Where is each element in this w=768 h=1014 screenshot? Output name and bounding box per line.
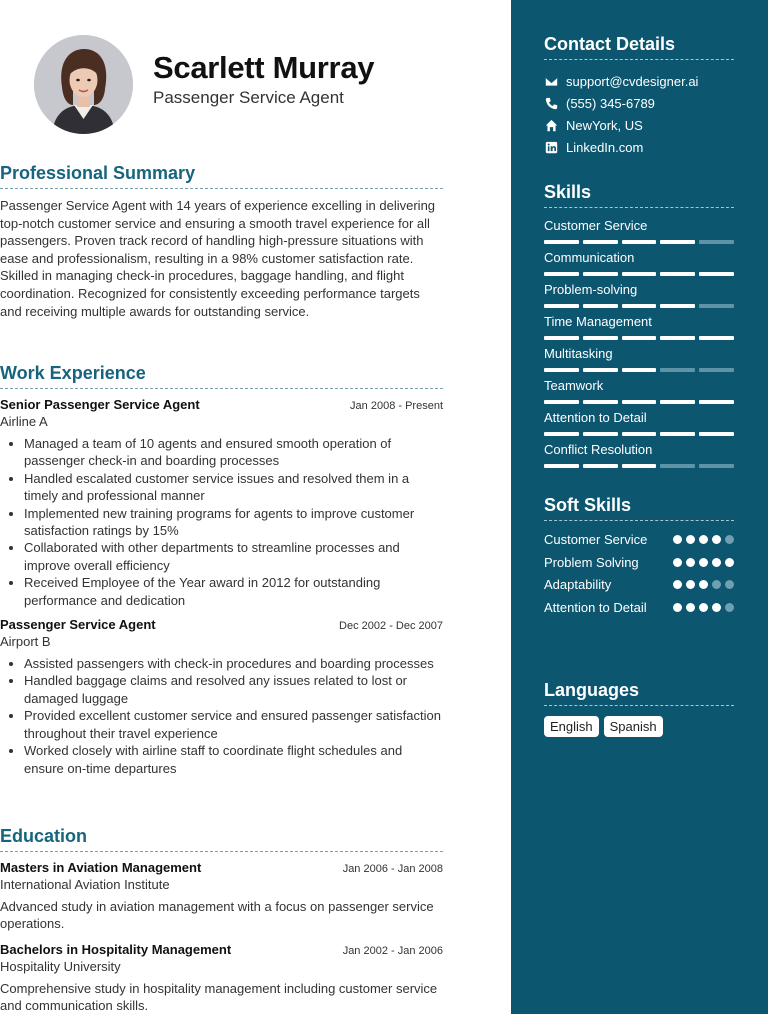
skill-level-segment	[583, 432, 618, 436]
job-title: Passenger Service Agent	[0, 617, 156, 633]
candidate-name: Scarlett Murray	[153, 50, 375, 85]
skill-level-segment	[583, 400, 618, 404]
list-item: • Handled escalated customer service issues and resolved them in a timely and professional manner	[24, 470, 443, 505]
skill-level-segment	[544, 464, 579, 468]
rating-dot	[699, 535, 708, 544]
skill-name: Communication	[544, 250, 635, 265]
skill-level-segment	[544, 240, 579, 244]
skill-level-bar	[544, 464, 734, 468]
degree-title: Bachelors in Hospitality Management	[0, 941, 232, 957]
soft-skill-name: Customer Service	[544, 532, 648, 547]
skill-level-segment	[660, 368, 695, 372]
rating-dot	[673, 535, 682, 544]
rating-dot	[699, 558, 708, 567]
rating-dot	[712, 603, 721, 612]
skill-level-segment	[699, 464, 734, 468]
list-item: • Assisted passengers with check-in procedures and boarding processes	[24, 655, 443, 672]
skill-level-segment	[583, 336, 618, 340]
skill-level-segment	[660, 400, 695, 404]
skill-item	[544, 378, 734, 410]
soft-skill-rating	[673, 580, 734, 589]
skill-level-segment	[660, 240, 695, 244]
skill-level-segment	[622, 240, 657, 244]
skill-level-segment	[622, 400, 657, 404]
skill-level-segment	[622, 336, 657, 340]
languages-title: Languages	[544, 680, 734, 706]
contact-section	[544, 34, 734, 158]
education-entry	[0, 942, 443, 1014]
rating-dot	[673, 558, 682, 567]
summary-text: Passenger Service Agent with 14 years of experience excelling in delivering top-notch customer service and ensuring a smooth travel experience for all passengers. Proven track record of handling high-pressure situations with ease and professionalism, resulting in a 98% customer satisfaction rate. Skilled in managing check-in procedures, baggage handling, and flight coordination. Recognized for consistently exceeding performance targets and receiving multiple awards for outstanding service.	[0, 198, 436, 319]
job-date: Jan 2008 - Present	[350, 400, 443, 412]
skill-level-segment	[622, 464, 657, 468]
rating-dot	[673, 603, 682, 612]
skill-level-segment	[583, 240, 618, 244]
languages-section	[544, 680, 734, 737]
job-company: Airline A	[0, 414, 48, 429]
job-company: Airport B	[0, 634, 51, 650]
education-description: Advanced study in aviation management with a focus on passenger service operations.	[0, 899, 434, 932]
soft-skill-item	[544, 531, 734, 549]
list-item: • Received Employee of the Year award in 2012 for outstanding performance and dedication	[24, 574, 443, 609]
skill-level-segment	[699, 336, 734, 340]
education-entry	[0, 860, 443, 933]
job-entry	[0, 397, 443, 609]
soft-skill-item	[544, 576, 734, 594]
contact-email-text: support@cvdesigner.ai	[566, 73, 699, 89]
phone-icon	[544, 96, 558, 110]
skill-item	[544, 218, 734, 250]
skill-level-segment	[583, 304, 618, 308]
skills-section	[544, 182, 734, 474]
rating-dot	[712, 535, 721, 544]
soft-skills-section	[544, 495, 734, 621]
skill-item	[544, 410, 734, 442]
rating-dot	[725, 603, 734, 612]
skill-level-bar	[544, 240, 734, 244]
skill-level-bar	[544, 432, 734, 436]
skill-name: Teamwork	[544, 378, 604, 393]
list-item: • Handled baggage claims and resolved any issues related to lost or damaged luggage	[24, 672, 443, 707]
degree-title: Masters in Aviation Management	[0, 860, 202, 875]
rating-dot	[699, 580, 708, 589]
linkedin-icon	[544, 140, 558, 154]
skill-level-segment	[544, 336, 579, 340]
skill-name: Customer Service	[544, 218, 648, 233]
education-date: Jan 2002 - Jan 2006	[342, 944, 443, 957]
summary-title: Professional Summary	[0, 163, 443, 189]
skill-item	[544, 442, 734, 474]
envelope-icon	[544, 74, 558, 88]
skill-level-segment	[544, 432, 579, 436]
skill-item	[544, 346, 734, 378]
skill-level-segment	[699, 400, 734, 404]
rating-dot	[725, 558, 734, 567]
contact-linkedin[interactable]	[544, 136, 734, 158]
list-item: • Implemented new training programs for agents to improve customer satisfaction ratings by 15%	[24, 505, 443, 540]
language-tag: Spanish	[604, 716, 663, 737]
skills-title: Skills	[544, 182, 734, 208]
contact-location-text: NewYork, US	[566, 117, 643, 133]
skill-level-segment	[660, 272, 695, 276]
contact-linkedin-text: LinkedIn.com	[566, 139, 644, 155]
soft-skill-name: Attention to Detail	[544, 599, 647, 615]
soft-skill-rating	[673, 535, 734, 544]
resume-header	[34, 0, 477, 150]
rating-dot	[686, 580, 695, 589]
skill-level-segment	[622, 272, 657, 276]
job-bullets	[0, 435, 443, 609]
language-tag: English	[544, 716, 599, 737]
contact-title: Contact Details	[544, 34, 734, 60]
skill-level-segment	[660, 432, 695, 436]
education-date: Jan 2006 - Jan 2008	[342, 863, 443, 875]
skill-level-segment	[583, 272, 618, 276]
skill-item	[544, 282, 734, 314]
soft-skill-item	[544, 599, 734, 617]
job-date: Dec 2002 - Dec 2007	[339, 620, 443, 633]
job-title: Senior Passenger Service Agent	[0, 397, 200, 412]
sidebar	[511, 0, 768, 1014]
home-icon	[544, 118, 558, 132]
skills-list	[544, 218, 734, 474]
skill-level-segment	[699, 368, 734, 372]
soft-skill-name: Adaptability	[544, 577, 612, 592]
work-title: Work Experience	[0, 363, 443, 389]
rating-dot	[699, 603, 708, 612]
skill-level-segment	[699, 240, 734, 244]
rating-dot	[686, 603, 695, 612]
skill-name: Attention to Detail	[544, 410, 647, 425]
skill-level-segment	[544, 368, 579, 372]
skill-level-bar	[544, 368, 734, 372]
skill-level-bar	[544, 400, 734, 404]
skill-level-segment	[544, 304, 579, 308]
list-item: • Managed a team of 10 agents and ensured smooth operation of passenger check-in and boarding processes	[24, 435, 443, 470]
rating-dot	[712, 558, 721, 567]
education-title: Education	[0, 826, 443, 852]
skill-level-segment	[622, 432, 657, 436]
rating-dot	[686, 535, 695, 544]
job-bullets	[0, 655, 443, 777]
skill-item	[544, 314, 734, 346]
education-section	[0, 826, 443, 1014]
candidate-role: Passenger Service Agent	[153, 88, 344, 107]
skill-name: Conflict Resolution	[544, 442, 653, 457]
skill-name: Multitasking	[544, 346, 613, 361]
school-name: International Aviation Institute	[0, 877, 170, 892]
rating-dot	[712, 580, 721, 589]
rating-dot	[725, 535, 734, 544]
soft-skills-title: Soft Skills	[544, 495, 734, 521]
work-section	[0, 363, 443, 785]
skill-level-segment	[699, 272, 734, 276]
rating-dot	[673, 580, 682, 589]
skill-level-segment	[544, 400, 579, 404]
skill-level-segment	[699, 432, 734, 436]
skill-level-segment	[583, 464, 618, 468]
skill-level-segment	[544, 272, 579, 276]
list-item: • Collaborated with other departments to streamline processes and improve overall efficiency	[24, 539, 443, 574]
skill-name: Problem-solving	[544, 282, 638, 297]
rating-dot	[686, 558, 695, 567]
languages-list	[544, 716, 734, 737]
skill-item	[544, 250, 734, 282]
school-name: Hospitality University	[0, 958, 121, 974]
skill-level-segment	[622, 304, 657, 308]
soft-skill-rating	[673, 558, 734, 567]
skill-level-bar	[544, 304, 734, 308]
soft-skill-name: Problem Solving	[544, 554, 639, 570]
profile-photo-icon	[34, 35, 133, 134]
contact-location	[544, 114, 734, 136]
soft-skills-list	[544, 531, 734, 616]
skill-level-segment	[699, 304, 734, 308]
summary-section	[0, 163, 443, 320]
skill-level-segment	[622, 368, 657, 372]
job-entry	[0, 617, 443, 777]
avatar	[34, 35, 133, 134]
skill-level-segment	[660, 304, 695, 308]
contact-email[interactable]	[544, 70, 734, 92]
rating-dot	[725, 580, 734, 589]
skill-level-segment	[583, 368, 618, 372]
contact-phone[interactable]	[544, 92, 734, 114]
contact-phone-text: (555) 345-6789	[566, 95, 655, 111]
skill-name: Time Management	[544, 314, 652, 329]
skill-level-segment	[660, 464, 695, 468]
list-item: • Worked closely with airline staff to coordinate flight schedules and ensure on-time departures	[24, 742, 443, 777]
soft-skill-item	[544, 554, 734, 572]
soft-skill-rating	[673, 603, 734, 612]
education-description: Comprehensive study in hospitality management including customer service and communication skills.	[0, 980, 438, 1014]
skill-level-bar	[544, 272, 734, 276]
skill-level-segment	[660, 336, 695, 340]
list-item: • Provided excellent customer service and ensured passenger satisfaction throughout their travel experience	[24, 707, 443, 742]
skill-level-bar	[544, 336, 734, 340]
